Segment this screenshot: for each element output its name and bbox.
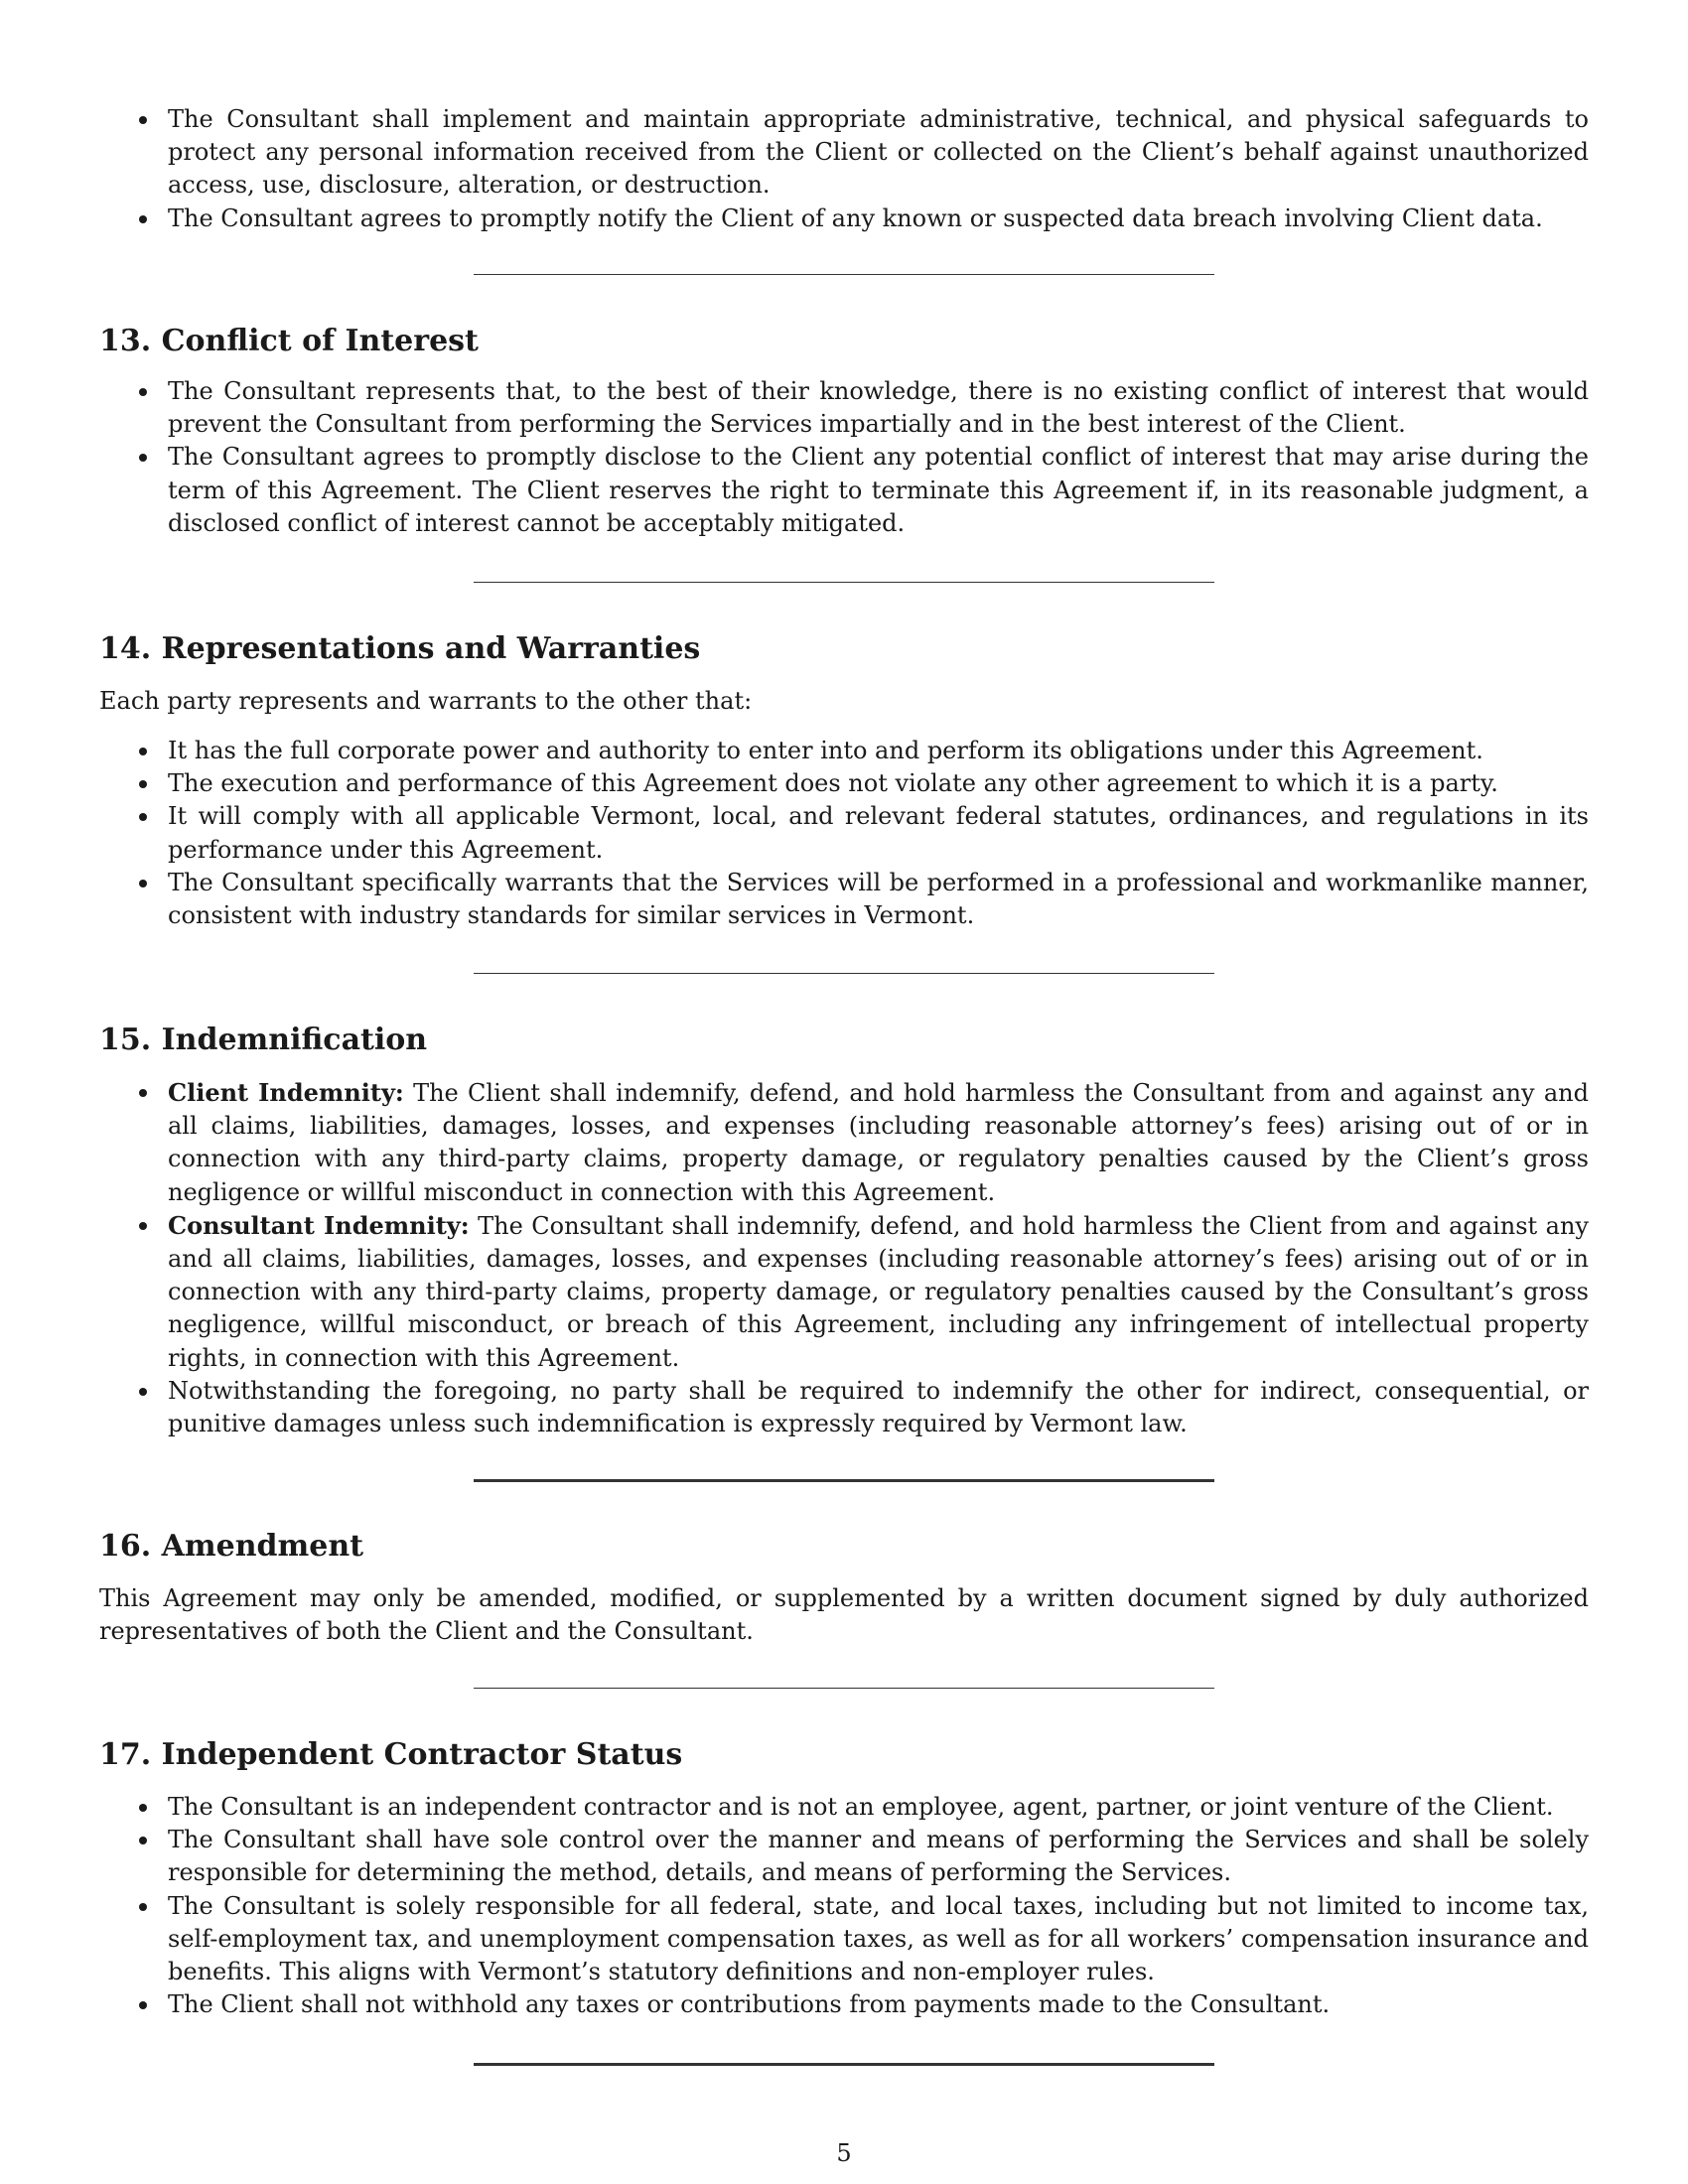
section-13-list — [99, 375, 1589, 540]
list-item: The Consultant agrees to promptly disclose to the Client any potential conflict of interest that may arise during the term of this Agreement. The Client reserves the right to terminate this Agreement if, in its reasonable judgment, a disclosed conflict of interest cannot be acceptably mitigated. — [99, 441, 1589, 540]
section-16-body: This Agreement may only be amended, modified, or supplemented by a written document signed by duly authorized representatives of both the Client and the Consultant. — [99, 1584, 1589, 1646]
list-item: The Consultant is solely responsible for all federal, state, and local taxes, including but not limited to income tax, self-employment tax, and unemployment compensation taxes, as well as for all workers’ compensation insurance and benefits. This aligns with Vermont’s statutory definitions and non-employer rules. — [99, 1890, 1589, 1989]
list-item: Client Indemnity: The Client shall indemnify, defend, and hold harmless the Consultant from and against any and all claims, liabilities, damages, losses, and expenses (including reasonable attorney’s fees) arising out of or in connection with any third-party claims, property damage, or regulatory penalties caused by the Client’s gross negligence or willful misconduct in connection with this Agreement. — [99, 1076, 1589, 1209]
consultant-indemnity-label: Consultant Indemnity: — [168, 1210, 470, 1240]
section-17-list — [99, 1791, 1589, 2021]
section-14-heading: 14. Representations and Warranties — [99, 631, 701, 666]
section-14-list — [99, 735, 1589, 932]
list-item: It will comply with all applicable Vermont, local, and relevant federal statutes, ordinances, and regulations in its performance under this Agreement. — [99, 800, 1589, 866]
list-item: The Consultant shall implement and maintain appropriate administrative, technical, and physical safeguards to protect any personal information received from the Client or collected on the Client’s behalf against unauthorized access, use, disclosure, alteration, or destruction. — [99, 103, 1589, 203]
section-divider — [474, 1688, 1214, 1689]
section-17-heading: 17. Independent Contractor Status — [99, 1737, 683, 1772]
section-divider — [474, 274, 1214, 275]
list-item: The Consultant specifically warrants that the Services will be performed in a professional and workmanlike manner, consistent with industry standards for similar services in Vermont. — [99, 867, 1589, 932]
section-divider — [474, 1479, 1214, 1482]
list-item: The Client shall not withhold any taxes or contributions from payments made to the Consultant. — [99, 1988, 1589, 2021]
section-15-heading: 15. Indemnification — [99, 1023, 428, 1057]
client-indemnity-label: Client Indemnity: — [168, 1078, 404, 1107]
section-16-heading: 16. Amendment — [99, 1529, 364, 1564]
list-item: It has the full corporate power and authority to enter into and perform its obligations under this Agreement. — [99, 735, 1589, 767]
list-item: The Consultant shall have sole control over the manner and means of performing the Services and shall be solely responsible for determining the method, details, and means of performing the Services. — [99, 1824, 1589, 1889]
list-item: Notwithstanding the foregoing, no party shall be required to indemnify the other for indirect, consequential, or punitive damages unless such indemnification is expressly required by Vermont law. — [99, 1375, 1589, 1440]
section-14-intro: Each party represents and warrants to the other that: — [99, 687, 753, 715]
list-item: The execution and performance of this Agreement does not violate any other agreement to which it is a party. — [99, 767, 1589, 800]
section-divider — [474, 973, 1214, 974]
section-13-heading: 13. Conflict of Interest — [99, 324, 479, 358]
page-number: 5 — [836, 2139, 852, 2167]
list-item: The Consultant is an independent contractor and is not an employee, agent, partner, or joint venture of the Client. — [99, 1791, 1589, 1824]
section-divider — [474, 582, 1214, 583]
section-divider — [474, 2063, 1214, 2066]
list-item: Consultant Indemnity: The Consultant shall indemnify, defend, and hold harmless the Client from and against any and all claims, liabilities, damages, losses, and expenses (including reasonable attorney’s fees) arising out of or in connection with any third-party claims, property damage, or regulatory penalties caused by the Consultant’s gross negligence, willful misconduct, or breach of this Agreement, including any infringement of intellectual property rights, in connection with this Agreement. — [99, 1209, 1589, 1375]
list-item: The Consultant represents that, to the best of their knowledge, there is no existing conflict of interest that would prevent the Consultant from performing the Services impartially and in the best interest of the Client. — [99, 375, 1589, 441]
section-15-list — [99, 1076, 1589, 1440]
list-item: The Consultant agrees to promptly notify the Client of any known or suspected data breach involving Client data. — [99, 203, 1589, 235]
data-protection-list — [99, 103, 1589, 235]
